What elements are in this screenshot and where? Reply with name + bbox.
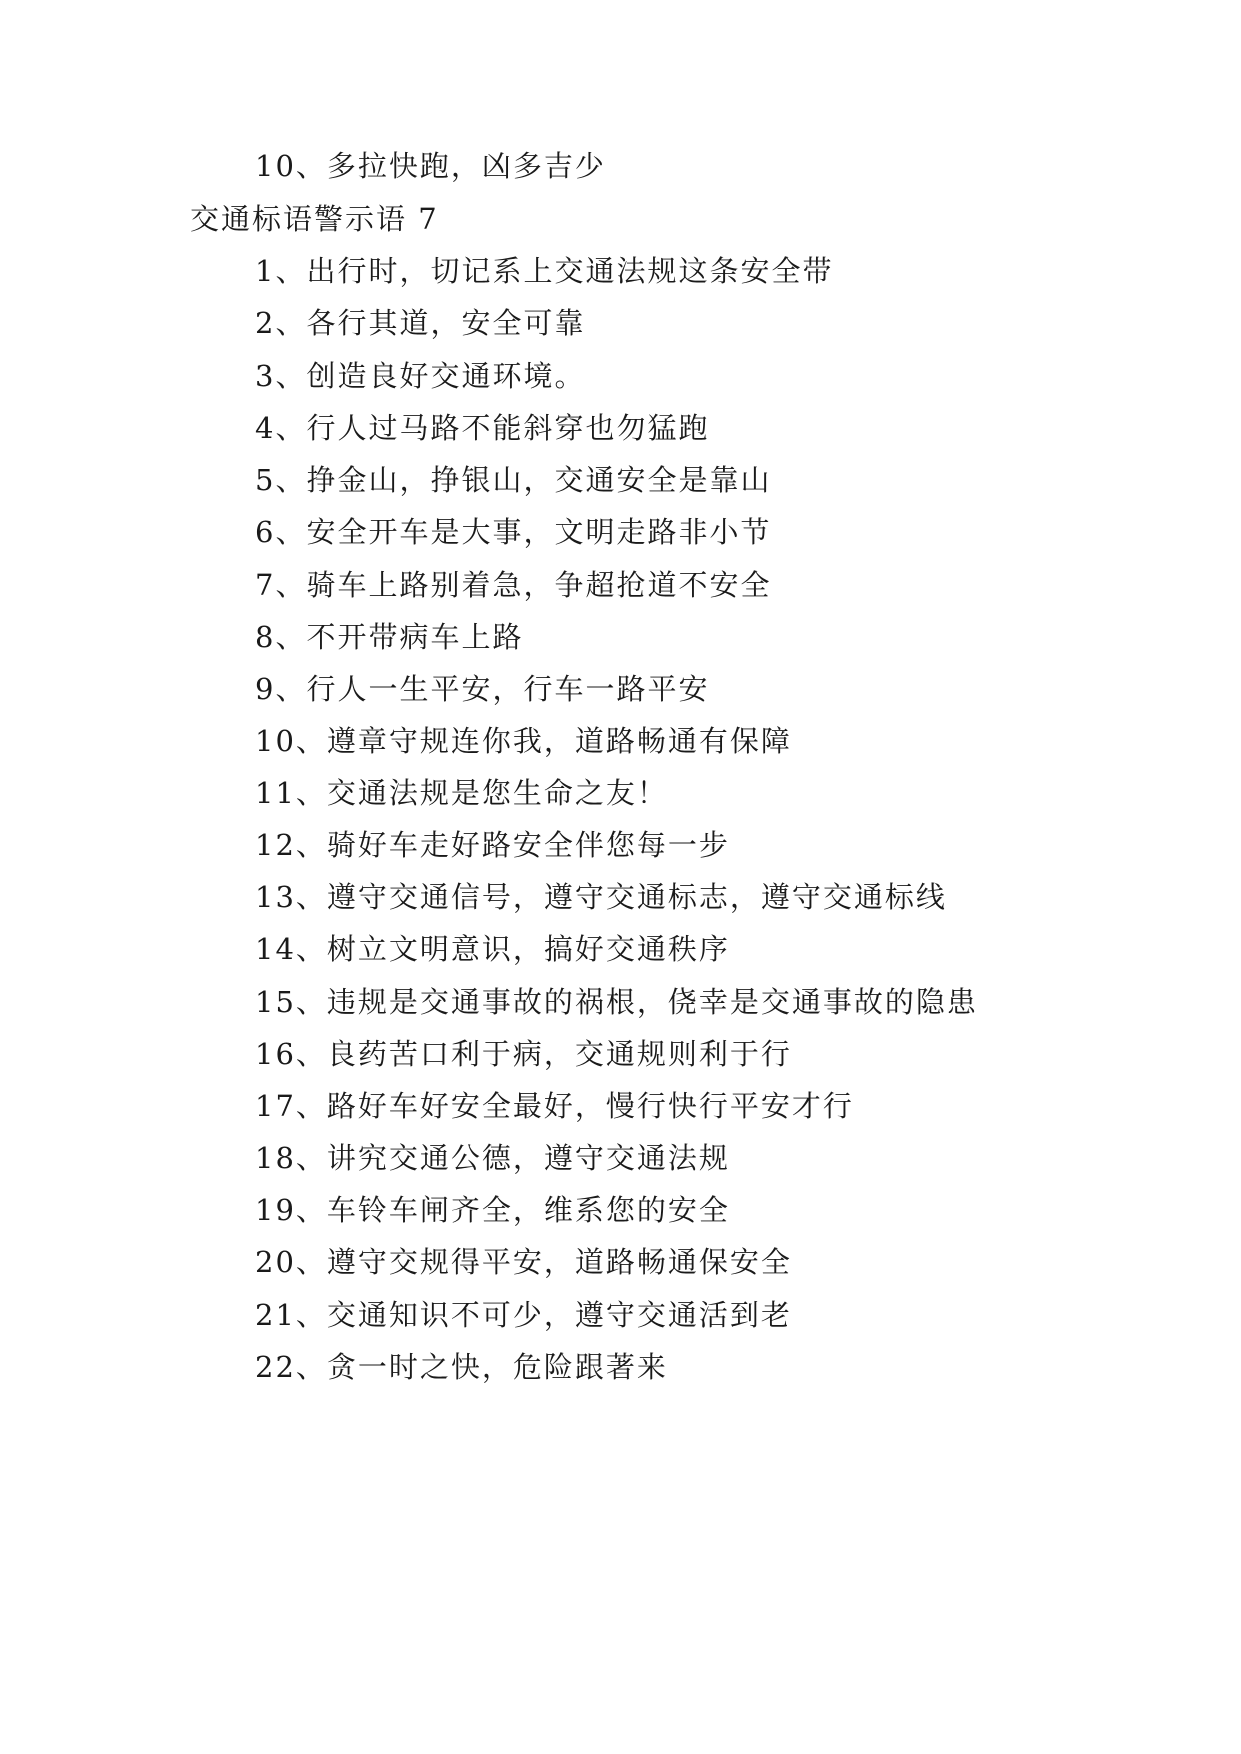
list-item: 14、树立文明意识，搞好交通秩序 (255, 932, 730, 966)
list-item: 17、路好车好安全最好，慢行快行平安才行 (255, 1089, 854, 1123)
list-item: 6、安全开车是大事，文明走路非小节 (255, 515, 772, 549)
list-item: 22、贪一时之快，危险跟著来 (255, 1350, 668, 1384)
list-item: 12、骑好车走好路安全伴您每一步 (255, 828, 730, 862)
list-item: 1、出行时，切记系上交通法规这条安全带 (255, 254, 834, 288)
list-item: 20、遵守交规得平安，道路畅通保安全 (255, 1245, 792, 1279)
list-item: 21、交通知识不可少，遵守交通活到老 (255, 1298, 792, 1332)
list-item: 19、车铃车闸齐全，维系您的安全 (255, 1193, 730, 1227)
list-item: 8、不开带病车上路 (255, 620, 524, 654)
list-item: 5、挣金山，挣银山，交通安全是靠山 (255, 463, 772, 497)
list-item: 7、骑车上路别着急，争超抢道不安全 (255, 568, 772, 602)
list-item: 16、良药苦口利于病，交通规则利于行 (255, 1037, 792, 1071)
section-title: 交通标语警示语 7 (190, 202, 439, 236)
list-item: 9、行人一生平安，行车一路平安 (255, 672, 710, 706)
list-item: 11、交通法规是您生命之友！ (255, 776, 668, 810)
list-item: 4、行人过马路不能斜穿也勿猛跑 (255, 411, 710, 445)
list-item: 10、遵章守规连你我，道路畅通有保障 (255, 724, 792, 758)
previous-item: 10、多拉快跑，凶多吉少 (255, 149, 606, 183)
list-item: 13、遵守交通信号，遵守交通标志，遵守交通标线 (255, 880, 947, 914)
list-item: 2、各行其道，安全可靠 (255, 306, 586, 340)
list-item: 3、创造良好交通环境。 (255, 359, 586, 393)
list-item: 18、讲究交通公德，遵守交通法规 (255, 1141, 730, 1175)
list-item: 15、违规是交通事故的祸根，侥幸是交通事故的隐患 (255, 985, 978, 1019)
